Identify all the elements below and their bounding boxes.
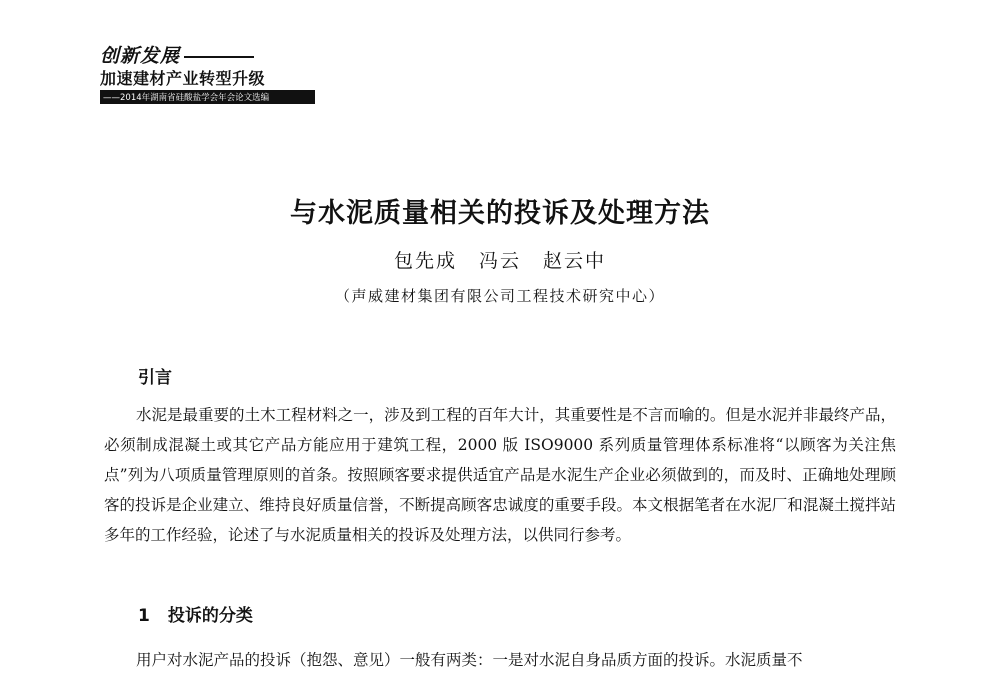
intro-paragraph — [104, 400, 896, 550]
header-line1: 创新发展 — [100, 44, 315, 68]
intro-paragraph-text: 水泥是最重要的土木工程材料之一，涉及到工程的百年大计，其重要性是不言而喻的。但是水泥并非最终产品，必须制成混凝土或其它产品方能应用于建筑工程，2000 版 ISO9000 系列质量管理体系标准将“以顾客为关注焦点”列为八项质量管理原则的首条。按照顾客要求提供适宜产品是水泥生产企业必须做到的，而及时、正确地处理顾客的投诉是企业建立、维持良好质量信誉，不断提高顾客忠诚度的重要手段。本文根据笔者在水泥厂和混凝土搅拌站多年的工作经验，论述了与水泥质量相关的投诉及处理方法，以供同行参考。 — [104, 406, 896, 544]
section-heading-intro: 引言 — [138, 368, 172, 388]
header-line2: 加速建材产业转型升级 — [100, 68, 315, 92]
section1-paragraph-text: 用户对水泥产品的投诉（抱怨、意见）一般有两类：一是对水泥自身品质方面的投诉。水泥质量不 — [136, 651, 803, 669]
section-number: 1 — [138, 606, 150, 626]
article-title: 与水泥质量相关的投诉及处理方法 — [290, 198, 710, 229]
section-title: 投诉的分类 — [167, 606, 253, 626]
header-line3: ——2014年湖南省硅酸盐学会年会论文选编 — [100, 92, 315, 104]
article-authors: 包先成 冯云 赵云中 — [393, 250, 607, 272]
conference-header — [100, 44, 315, 104]
header-dash — [184, 56, 254, 58]
section-heading-1 — [138, 604, 253, 628]
section1-paragraph — [104, 645, 896, 675]
article-affiliation: （声威建材集团有限公司工程技术研究中心） — [334, 287, 665, 305]
